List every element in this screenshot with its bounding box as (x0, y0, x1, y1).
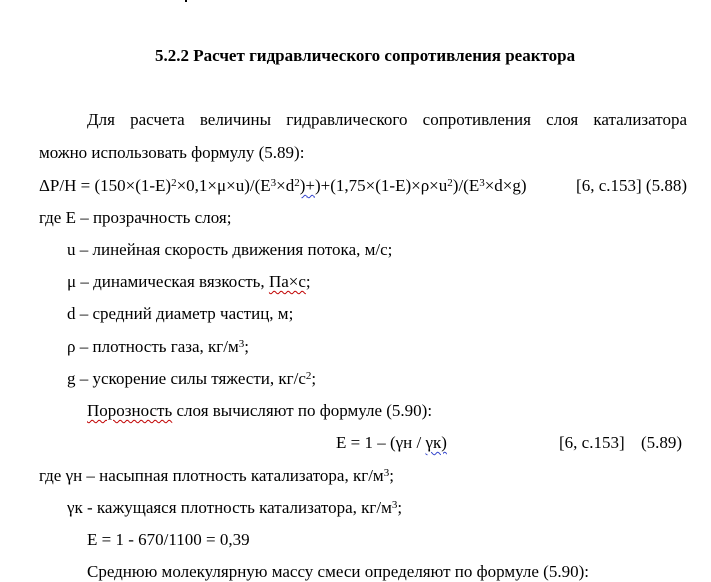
porosity-sentence: Порозность слоя вычисляют по формуле (5.90): (87, 401, 433, 420)
spellcheck-unit: Па×с (268, 272, 306, 291)
intro-paragraph-line-2: можно использовать формулу (5.89): (39, 143, 305, 162)
def-diameter: d – средний диаметр частиц, м; (67, 304, 294, 323)
def-bulk-density: где γн – насыпная плотность катализатора, $кг/м^3$; (39, 466, 394, 485)
def-apparent-density: γк - кажущаяся плотность катализатора, $кг/м^3$; (67, 498, 403, 517)
intro-paragraph-line-1: Для расчета величины гидравлического сопротивления слоя катализатора (87, 110, 687, 129)
def-viscosity: μ – динамическая вязкость, Па×с; (67, 272, 311, 291)
section-heading: 5.2.2 Расчет гидравлического сопротивления реактора (155, 46, 576, 65)
formula-porosity-ref2: (5.89) (641, 433, 683, 452)
spellcheck-porosity: Порозность (87, 401, 173, 420)
def-gas-density: ρ – плотность газа, $кг/м^3$; (67, 337, 249, 356)
def-gravity: g – ускорение силы тяжести, $кг/с^2$; (67, 369, 317, 388)
formula-porosity: E = 1 – (γн / γк) (336, 433, 447, 452)
where-porosity: где Е – прозрачность слоя; (39, 208, 232, 227)
formula-reference: [6, с.153] (5.88) (576, 176, 687, 195)
formula-pressure-drop: $\Delta P/H = (150\times(1-E)^2\times 0,1\times\mu\times u)/(E^3\times d^2)+)+(1,75\times(1-E)\times\rho\times u^2)/(E^3\times d\times g)$ [6, с.153] (5.88) (39, 176, 687, 195)
text-fragment-top (183, 0, 189, 2)
porosity-calculation: E = 1 - 670/1100 = 0,39 (87, 530, 250, 549)
def-velocity: u – линейная скорость движения потока, м/с; (67, 240, 393, 259)
molar-mass-sentence: Среднюю молекулярную массу смеси определяют по формуле (5.90): (87, 562, 589, 581)
formula-porosity-ref1: [6, с.153] (559, 433, 625, 452)
